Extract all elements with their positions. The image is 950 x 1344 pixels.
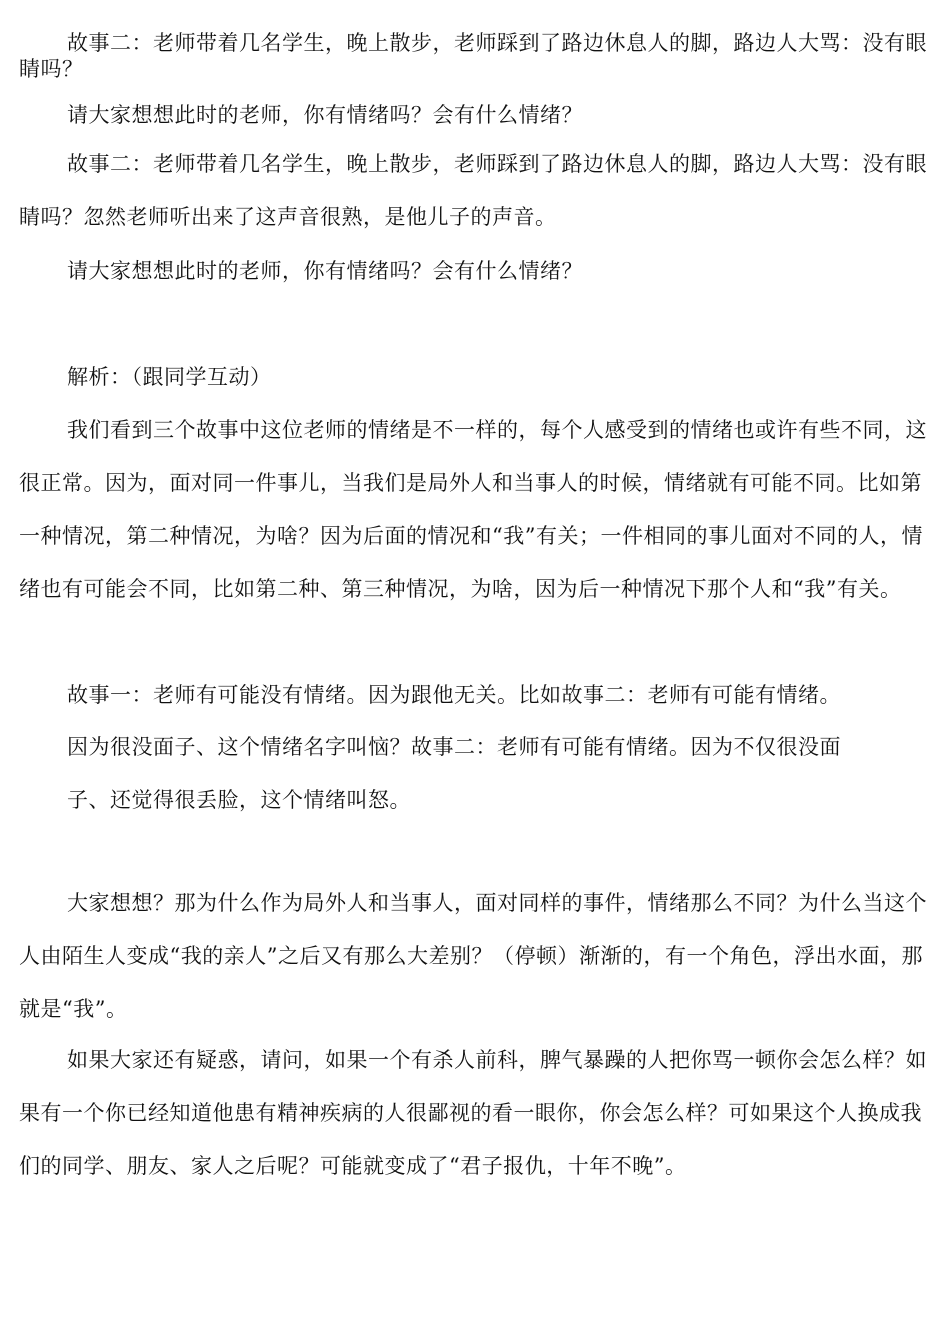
paragraph-think-about: 大家想想？那为什么作为局外人和当事人，面对同样的事件，情绪那么不同？为什么当这个人由陌生人变成“我的亲人”之后又有那么大差别？（停顿）渐渐的，有一个角色，浮出水面，那就是“我”。 [19, 891, 927, 1021]
paragraph-question-two: 请大家想想此时的老师，你有情绪吗？会有什么情绪？ [67, 259, 583, 283]
paragraph-story-one-conclusion: 故事一：老师有可能没有情绪。因为跟他无关。比如故事二：老师有可能有情绪。 [67, 683, 841, 707]
paragraph-analysis-body: 我们看到三个故事中这位老师的情绪是不一样的，每个人感受到的情绪也或许有些不同，这很正常。因为，面对同一件事儿，当我们是局外人和当事人的时候，情绪就有可能不同。比如第一种情况，第二种情况，为啥？因为后面的情况和“我”有关；一件相同的事儿面对不同的人，情绪也有可能会不同，比如第二种、第三种情况，为啥，因为后一种情况下那个人和“我”有关。 [19, 418, 927, 601]
paragraph-story-two-first: 故事二：老师带着几名学生，晚上散步，老师踩到了路边休息人的脚，路边人大骂：没有眼睛吗？ [19, 31, 927, 81]
paragraph-story-conclusion-line3: 子、还觉得很丢脸，这个情绪叫怒。 [67, 788, 411, 812]
paragraph-analysis-heading: 解析：（跟同学互动） [67, 365, 272, 389]
paragraph-if-doubts: 如果大家还有疑惑，请问，如果一个有杀人前科，脾气暴躁的人把你骂一顿你会怎么样？如果有一个你已经知道他患有精神疾病的人很鄙视的看一眼你，你会怎么样？可如果这个人换成我们的同学、朋友、家人之后呢？可能就变成了“君子报仇，十年不晚”。 [19, 1048, 927, 1178]
paragraph-story-two-second: 故事二：老师带着几名学生，晚上散步，老师踩到了路边休息人的脚，路边人大骂：没有眼睛吗？忽然老师听出来了这声音很熟，是他儿子的声音。 [19, 152, 927, 229]
paragraph-story-conclusion-line2: 因为很没面子、这个情绪名字叫恼？故事二：老师有可能有情绪。因为不仅很没面 [67, 735, 841, 759]
paragraph-question-one: 请大家想想此时的老师，你有情绪吗？会有什么情绪？ [67, 103, 583, 127]
